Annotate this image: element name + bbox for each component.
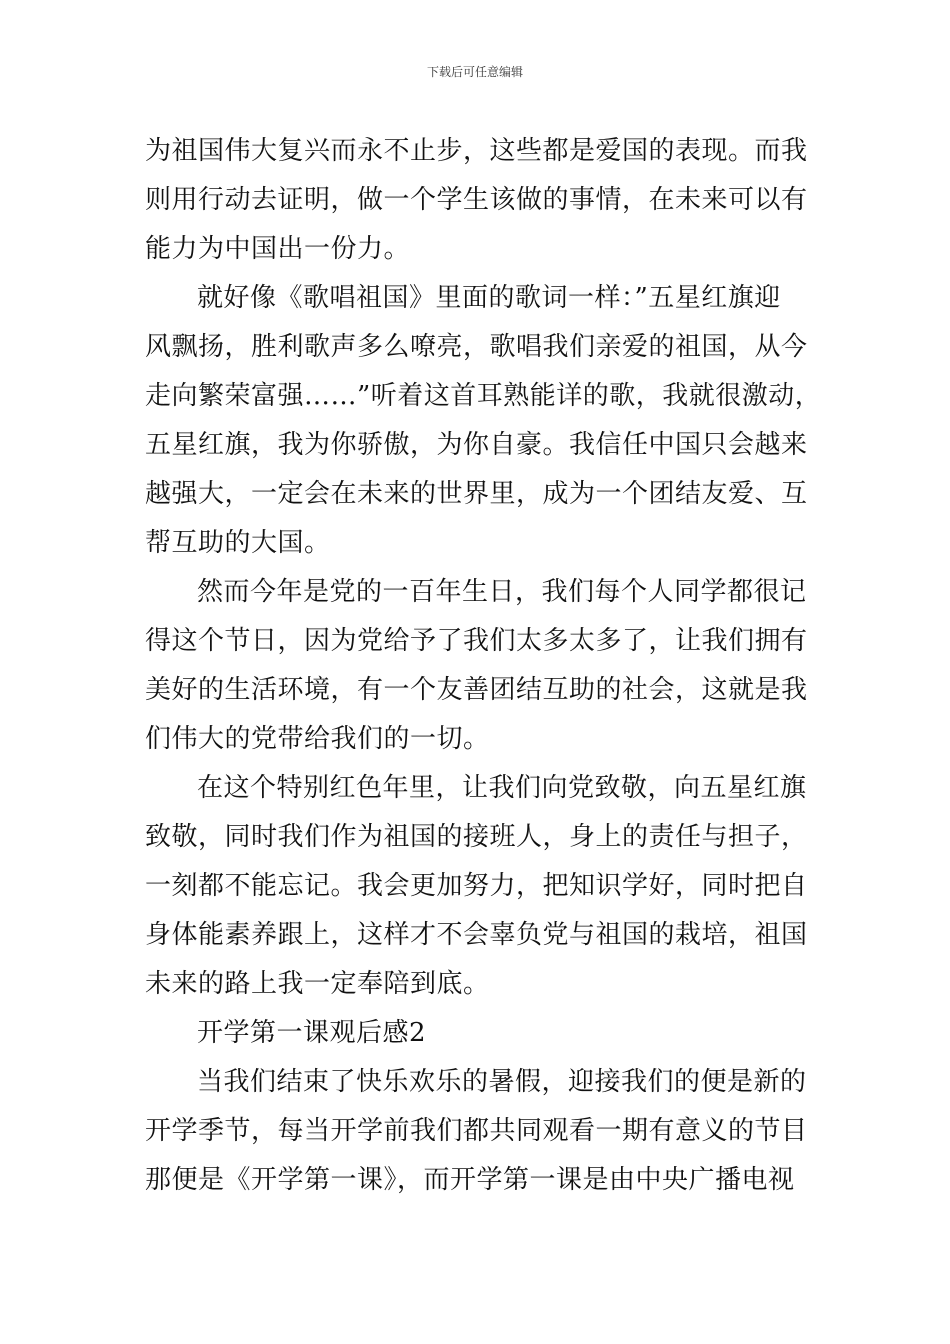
text-line: 风飘扬，胜利歌声多么嘹亮，歌唱我们亲爱的祖国，从今 [145, 332, 808, 362]
paragraph-first-line: 就好像《歌唱祖国》里面的歌词一样：”五星红旗迎 [197, 283, 781, 313]
section-heading: 开学第一课观后感2 [197, 1018, 427, 1048]
document-body [145, 127, 822, 1205]
text-line: 越强大，一定会在未来的世界里，成为一个团结友爱、互 [145, 479, 808, 509]
text-line: 那便是《开学第一课》，而开学第一课是由中央广播电视 [145, 1165, 795, 1195]
text-line: 则用行动去证明，做一个学生该做的事情，在未来可以有 [145, 185, 808, 215]
text-line: 走向繁荣富强……”听着这首耳熟能详的歌，我就很激动， [145, 381, 822, 411]
text-line: 一刻都不能忘记。我会更加努力，把知识学好，同时把自 [145, 871, 808, 901]
paragraph-first-line: 然而今年是党的一百年生日，我们每个人同学都很记 [197, 577, 807, 607]
text-line: 开学季节，每当开学前我们都共同观看一期有意义的节目 [145, 1116, 808, 1146]
text-line: 为祖国伟大复兴而永不止步，这些都是爱国的表现。而我 [145, 136, 808, 166]
text-line: 美好的生活环境，有一个友善团结互助的社会，这就是我 [145, 675, 808, 705]
page-header: 下载后可任意编辑 [426, 65, 523, 79]
paragraph-first-line: 当我们结束了快乐欢乐的暑假，迎接我们的便是新的 [197, 1067, 807, 1097]
text-line: 能力为中国出一份力。 [145, 234, 411, 264]
text-line: 致敬，同时我们作为祖国的接班人，身上的责任与担子， [145, 822, 808, 852]
text-line: 帮互助的大国。 [145, 528, 331, 558]
text-line: 身体能素养跟上，这样才不会辜负党与祖国的栽培，祖国 [145, 920, 808, 950]
text-line: 未来的路上我一定奉陪到底。 [145, 969, 490, 999]
text-line: 五星红旗，我为你骄傲，为你自豪。我信任中国只会越来 [145, 430, 808, 460]
text-line: 得这个节日，因为党给予了我们太多太多了，让我们拥有 [145, 626, 808, 656]
paragraph-first-line: 在这个特别红色年里，让我们向党致敬，向五星红旗 [197, 773, 807, 803]
text-line: 们伟大的党带给我们的一切。 [145, 724, 490, 754]
